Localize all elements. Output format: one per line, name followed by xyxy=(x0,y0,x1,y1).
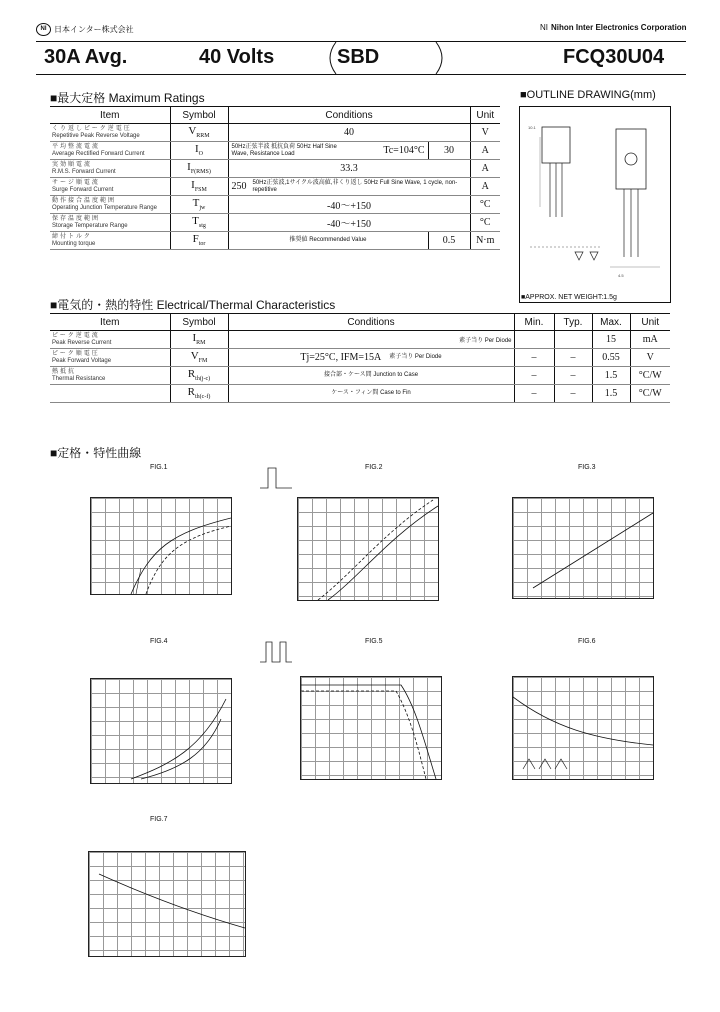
col-conditions: Conditions xyxy=(228,107,470,124)
elec-table-wrap xyxy=(50,313,670,403)
elec-heading: ■電気的・熱的特性 Electrical/Thermal Characteristics xyxy=(50,298,336,312)
max-ratings-heading: ■最大定格 Maximum Ratings xyxy=(50,91,205,105)
value: 30 xyxy=(428,142,470,160)
typ: – xyxy=(554,385,592,403)
item-jp: 保存温度範囲 xyxy=(52,215,101,222)
ni-logo-icon: NI xyxy=(36,23,51,36)
item-en: Surge Forward Current xyxy=(52,186,114,193)
table-row xyxy=(50,142,500,160)
item-jp: 動作接合温度範囲 xyxy=(52,197,117,204)
symbol-tstg: $T_{stg}$ xyxy=(170,214,228,232)
item-jp: 締付トルク xyxy=(52,233,92,240)
max: 1.5 xyxy=(592,367,630,385)
item-jp: 熱抵抗 xyxy=(52,368,77,375)
item-en: Average Rectified Forward Current xyxy=(52,150,145,157)
ni-logo-icon: NI xyxy=(540,23,548,32)
table-row xyxy=(50,214,500,232)
condition: 接合部・ケース間 Junction to Case xyxy=(228,367,514,385)
table-row xyxy=(50,160,500,178)
unit: °C/W xyxy=(630,385,670,403)
symbol-vrrm: $V_{RRM}$ xyxy=(170,124,228,142)
fig5-chart xyxy=(300,676,442,780)
fig4-label: FIG.4 xyxy=(150,638,168,645)
item-en: Mounting torque xyxy=(52,240,96,247)
table-row xyxy=(50,349,670,367)
fig3-curves xyxy=(513,498,653,598)
condition: -40～+150 xyxy=(228,214,470,232)
condition-value: 250 xyxy=(231,181,247,192)
current-rating: 30A Avg. xyxy=(44,46,128,68)
max: 15 xyxy=(592,331,630,349)
max: 1.5 xyxy=(592,385,630,403)
curves-heading: ■定格・特性曲線 xyxy=(50,446,142,460)
col-min: Min. xyxy=(514,314,554,331)
table-row xyxy=(50,385,670,403)
condition: 推奨値 Recommended Value xyxy=(228,232,428,250)
item-jp: ピーク順電圧 xyxy=(52,350,100,357)
symbol-ifsm: $I_{FSM}$ xyxy=(170,178,228,196)
fig3-chart xyxy=(512,497,654,599)
condition: 40 xyxy=(228,124,470,142)
fig6-chart xyxy=(512,676,654,780)
unit: °C xyxy=(470,214,500,232)
unit: °C xyxy=(470,196,500,214)
waveform-icon xyxy=(258,636,294,666)
fig7-label: FIG.7 xyxy=(150,816,168,823)
condition xyxy=(228,178,470,196)
item-jp: 平均整流電流 xyxy=(52,143,101,150)
unit: N·m xyxy=(470,232,500,250)
device-type: SBD xyxy=(337,46,380,68)
col-conditions: Conditions xyxy=(228,314,514,331)
col-typ: Typ. xyxy=(554,314,592,331)
condition xyxy=(228,331,514,349)
item-en: R.M.S. Forward Current xyxy=(52,168,116,175)
table-row xyxy=(50,196,500,214)
symbol-vfm: $V_{FM}$ xyxy=(170,349,228,367)
max-ratings-table xyxy=(50,106,500,250)
fig2-label: FIG.2 xyxy=(365,464,383,471)
symbol-io: $I_O$ xyxy=(170,142,228,160)
elec-table xyxy=(50,313,670,403)
fig4-chart xyxy=(90,678,232,784)
condition: -40～+150 xyxy=(228,196,470,214)
typ xyxy=(554,331,592,349)
condition-note: 素子当り Per Diode xyxy=(389,354,442,360)
item-jp: サージ順電流 xyxy=(52,179,100,186)
net-weight: ■APPROX. NET WEIGHT:1.5g xyxy=(521,294,617,301)
table-row xyxy=(50,124,500,142)
unit: A xyxy=(470,160,500,178)
typ: – xyxy=(554,367,592,385)
unit: mA xyxy=(630,331,670,349)
fig1-label: FIG.1 xyxy=(150,464,168,471)
symbol-ftor: $F_{tor}$ xyxy=(170,232,228,250)
table-header xyxy=(50,314,670,331)
fig5-label: FIG.5 xyxy=(365,638,383,645)
col-symbol: Symbol xyxy=(170,107,228,124)
max: 0.55 xyxy=(592,349,630,367)
unit: A xyxy=(470,178,500,196)
symbol-ifrms: $I_{F(RMS)}$ xyxy=(170,160,228,178)
table-row xyxy=(50,367,670,385)
voltage-rating: 40 Volts xyxy=(199,46,275,68)
condition xyxy=(228,349,514,367)
item-jp: ピーク逆電流 xyxy=(52,332,100,339)
unit: V xyxy=(630,349,670,367)
symbol-rth-cf: $R_{th(c-f)}$ xyxy=(170,385,228,403)
fig1-curves xyxy=(91,498,231,594)
company-name-jp: 日本インター株式会社 xyxy=(54,25,134,34)
item-en: Peak Forward Voltage xyxy=(52,357,112,364)
col-unit: Unit xyxy=(630,314,670,331)
fig3-label: FIG.3 xyxy=(578,464,596,471)
item-jp: くり返しピーク逆電圧 xyxy=(52,125,132,132)
company-logo-left xyxy=(36,23,134,36)
condition xyxy=(228,142,428,160)
table-row xyxy=(50,331,670,349)
symbol-rth-jc: $R_{th(j-c)}$ xyxy=(170,367,228,385)
min: – xyxy=(514,367,554,385)
fig1-chart xyxy=(90,497,232,595)
col-max: Max. xyxy=(592,314,630,331)
item-en: Thermal Resistance xyxy=(52,375,106,382)
unit: A xyxy=(470,142,500,160)
min xyxy=(514,331,554,349)
fig6-curves xyxy=(513,677,653,779)
table-row xyxy=(50,178,500,196)
item-en: Peak Reverse Current xyxy=(52,339,112,346)
unit: V xyxy=(470,124,500,142)
condition: ケース・フィン間 Case to Fin xyxy=(228,385,514,403)
col-item: Item xyxy=(50,314,170,331)
condition-note: 50Hz正弦波,1サイクル波高値,非くり返し 50Hz Full Sine Wave, 1 cycle, non-repetitive xyxy=(252,179,458,193)
typ: – xyxy=(554,349,592,367)
part-number: FCQ30U04 xyxy=(563,46,665,68)
symbol-irm: $I_{RM}$ xyxy=(170,331,228,349)
table-header xyxy=(50,107,500,124)
item-jp: 実効順電流 xyxy=(52,161,93,168)
outline-drawing-box xyxy=(519,106,671,303)
condition-temp: Tc=104°C xyxy=(383,145,425,156)
svg-text:4.5: 4.5 xyxy=(618,273,624,278)
company-logo-right xyxy=(540,23,687,32)
col-item: Item xyxy=(50,107,170,124)
min: – xyxy=(514,349,554,367)
table-row xyxy=(50,232,500,250)
fig5-curves xyxy=(301,677,441,779)
value: 0.5 xyxy=(428,232,470,250)
fig2-chart xyxy=(297,497,439,601)
svg-text:10.1: 10.1 xyxy=(528,125,536,130)
condition-value: Tj=25°C, IFM=15A xyxy=(300,352,382,363)
col-symbol: Symbol xyxy=(170,314,228,331)
symbol-tjw: $T_{jw}$ xyxy=(170,196,228,214)
unit: °C/W xyxy=(630,367,670,385)
condition-note: 素子当り Per Diode xyxy=(459,338,512,344)
waveform-icon xyxy=(258,462,294,492)
fig6-label: FIG.6 xyxy=(578,638,596,645)
company-name-en: Nihon Inter Electronics Corporation xyxy=(551,23,687,32)
item-en: Operating Junction Temperature Range xyxy=(52,204,157,211)
condition: 33.3 xyxy=(228,160,470,178)
condition-note: 50Hz正弦半波 抵抗負荷 50Hz Half Sine Wave, Resistance Load xyxy=(231,143,337,157)
fig2-curves xyxy=(298,498,438,600)
col-unit: Unit xyxy=(470,107,500,124)
fig7-curves xyxy=(89,852,245,956)
item-en: Storage Temperature Range xyxy=(52,222,128,229)
outline-heading: ■OUTLINE DRAWING(mm) xyxy=(520,89,656,101)
package-outline-drawing xyxy=(520,107,670,302)
item-en: Repetitive Peak Reverse Voltage xyxy=(52,132,140,139)
fig4-curves xyxy=(91,679,231,783)
min: – xyxy=(514,385,554,403)
fig7-chart xyxy=(88,851,246,957)
max-ratings-table-wrap xyxy=(50,106,500,250)
